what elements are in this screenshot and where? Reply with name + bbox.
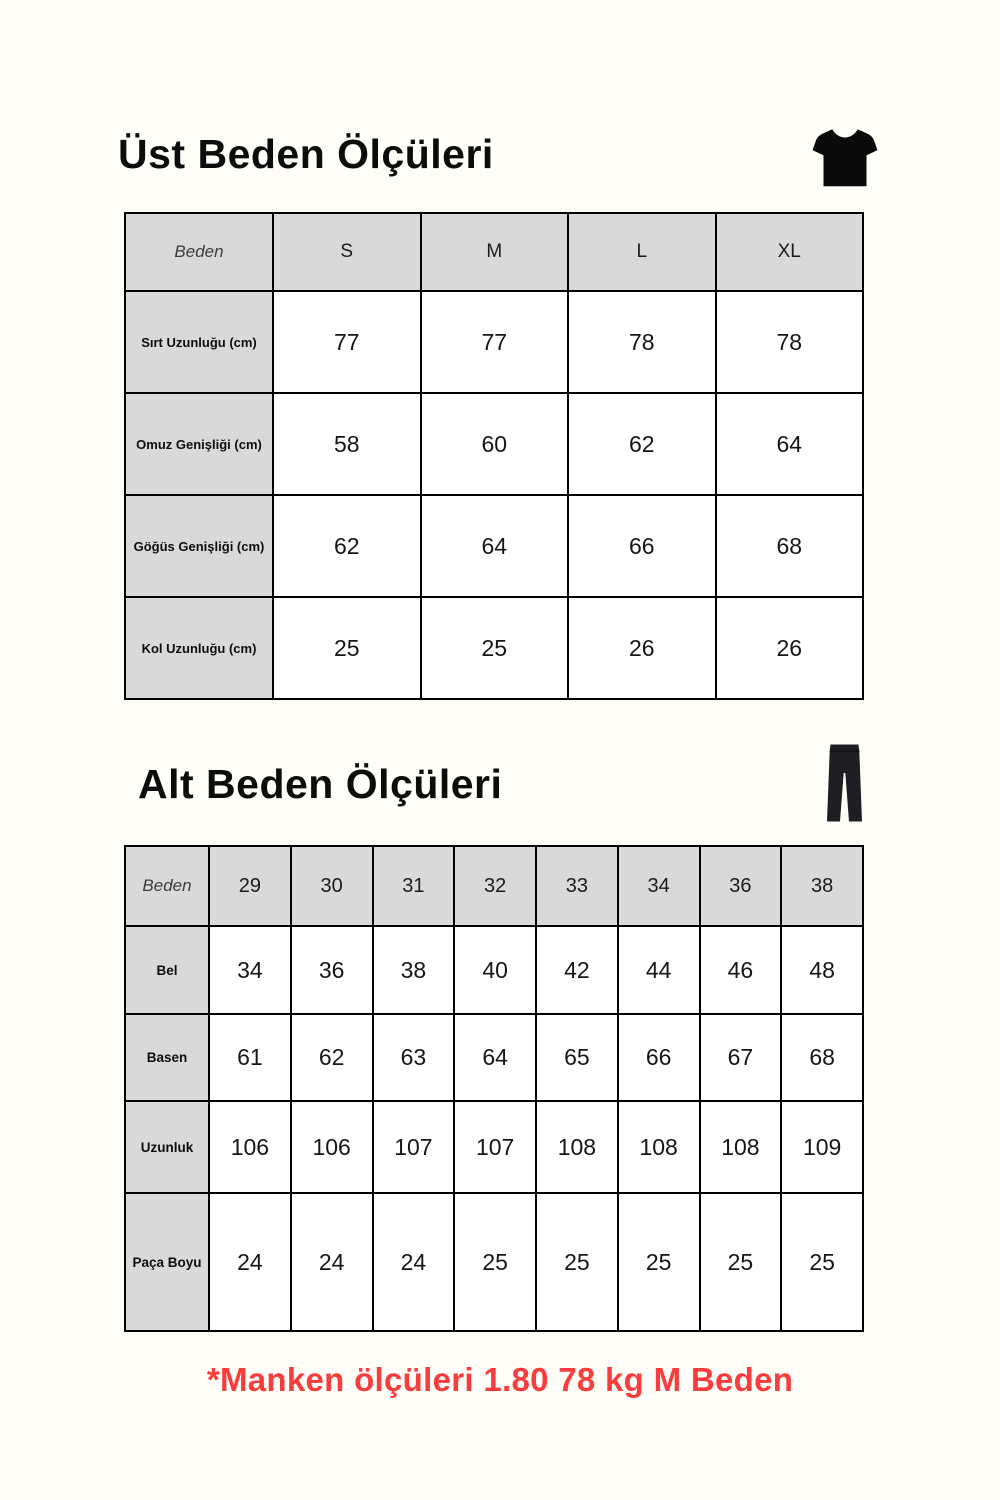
table-cell: 78 [568, 291, 716, 393]
upper-table-corner-label: Beden [125, 213, 273, 291]
table-cell: 66 [618, 1014, 700, 1101]
table-cell: 42 [536, 926, 618, 1014]
lower-table-corner-label: Beden [125, 846, 209, 926]
table-cell: 25 [618, 1193, 700, 1331]
table-cell: 68 [781, 1014, 863, 1101]
lower-col-header-31: 31 [373, 846, 455, 926]
table-cell: 108 [618, 1101, 700, 1193]
table-cell: 24 [373, 1193, 455, 1331]
table-cell: 77 [273, 291, 421, 393]
row-label-paca-boyu: Paça Boyu [125, 1193, 209, 1331]
table-row [125, 291, 863, 393]
table-cell: 64 [716, 393, 864, 495]
upper-col-header-xl: XL [716, 213, 864, 291]
row-label-basen: Basen [125, 1014, 209, 1101]
table-cell: 78 [716, 291, 864, 393]
table-cell: 40 [454, 926, 536, 1014]
upper-section-title: Üst Beden Ölçüleri [118, 131, 494, 177]
model-measurements-note: *Manken ölçüleri 1.80 78 kg M Beden [206, 1361, 794, 1398]
table-row [125, 393, 863, 495]
table-cell: 26 [568, 597, 716, 699]
table-row [125, 597, 863, 699]
table-cell: 44 [618, 926, 700, 1014]
table-cell: 24 [291, 1193, 373, 1331]
lower-col-header-29: 29 [209, 846, 291, 926]
upper-table-header-row [125, 213, 863, 291]
row-label-uzunluk: Uzunluk [125, 1101, 209, 1193]
table-cell: 106 [209, 1101, 291, 1193]
table-cell: 62 [273, 495, 421, 597]
table-cell: 24 [209, 1193, 291, 1331]
table-cell: 61 [209, 1014, 291, 1101]
table-cell: 60 [421, 393, 569, 495]
table-cell: 58 [273, 393, 421, 495]
table-cell: 66 [568, 495, 716, 597]
table-cell: 25 [781, 1193, 863, 1331]
table-cell: 25 [536, 1193, 618, 1331]
lower-size-table [124, 845, 864, 1332]
table-cell: 26 [716, 597, 864, 699]
row-label-bel: Bel [125, 926, 209, 1014]
table-cell: 107 [373, 1101, 455, 1193]
table-cell: 108 [700, 1101, 782, 1193]
table-cell: 64 [421, 495, 569, 597]
row-label-gogus-genisligi: Göğüs Genişliği (cm) [125, 495, 273, 597]
table-row [125, 1193, 863, 1331]
table-cell: 25 [700, 1193, 782, 1331]
table-cell: 67 [700, 1014, 782, 1101]
table-cell: 36 [291, 926, 373, 1014]
lower-table-header-row [125, 846, 863, 926]
table-cell: 25 [421, 597, 569, 699]
lower-col-header-36: 36 [700, 846, 782, 926]
table-cell: 63 [373, 1014, 455, 1101]
table-cell: 68 [716, 495, 864, 597]
tshirt-icon [812, 126, 878, 190]
row-label-omuz-genisligi: Omuz Genişliği (cm) [125, 393, 273, 495]
table-row [125, 1014, 863, 1101]
table-cell: 77 [421, 291, 569, 393]
upper-col-header-m: M [421, 213, 569, 291]
table-cell: 38 [373, 926, 455, 1014]
table-row [125, 495, 863, 597]
lower-col-header-33: 33 [536, 846, 618, 926]
table-cell: 34 [209, 926, 291, 1014]
row-label-kol-uzunlugu: Kol Uzunluğu (cm) [125, 597, 273, 699]
table-cell: 108 [536, 1101, 618, 1193]
table-cell: 109 [781, 1101, 863, 1193]
table-cell: 25 [454, 1193, 536, 1331]
table-row [125, 1101, 863, 1193]
table-cell: 62 [291, 1014, 373, 1101]
table-cell: 62 [568, 393, 716, 495]
upper-col-header-s: S [273, 213, 421, 291]
pants-icon [821, 743, 868, 823]
upper-col-header-l: L [568, 213, 716, 291]
table-cell: 107 [454, 1101, 536, 1193]
upper-size-table [124, 212, 864, 700]
lower-col-header-30: 30 [291, 846, 373, 926]
table-cell: 65 [536, 1014, 618, 1101]
table-cell: 25 [273, 597, 421, 699]
lower-col-header-38: 38 [781, 846, 863, 926]
table-cell: 106 [291, 1101, 373, 1193]
lower-col-header-32: 32 [454, 846, 536, 926]
lower-section-title: Alt Beden Ölçüleri [138, 761, 503, 807]
table-row [125, 926, 863, 1014]
table-cell: 46 [700, 926, 782, 1014]
table-cell: 48 [781, 926, 863, 1014]
table-cell: 64 [454, 1014, 536, 1101]
lower-col-header-34: 34 [618, 846, 700, 926]
row-label-sirt-uzunlugu: Sırt Uzunluğu (cm) [125, 291, 273, 393]
